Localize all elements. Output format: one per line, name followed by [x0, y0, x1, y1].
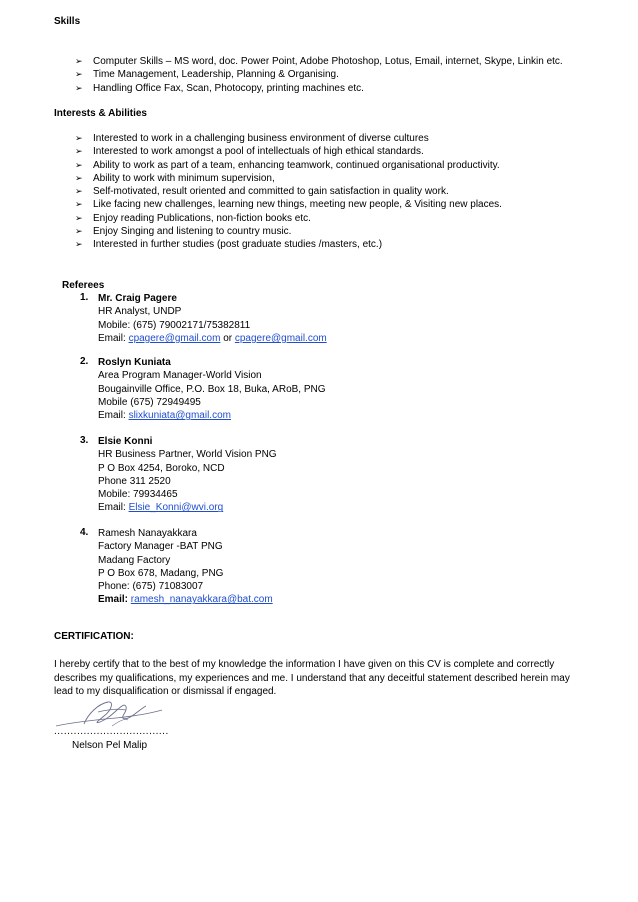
referee-phone: Phone: (675) 71083007 — [98, 581, 204, 593]
referee-number: 3. — [80, 435, 89, 446]
email-link[interactable]: slixkuniata@gmail.com — [128, 410, 231, 422]
referee-name: Ramesh Nanayakkara — [98, 528, 197, 539]
email-link[interactable]: ramesh_nanayakkara@bat.com — [130, 594, 273, 606]
referee-number: 2. — [80, 356, 89, 367]
arrow-bullet-icon: ➢ — [75, 212, 83, 223]
referee-title: Area Program Manager-World Vision — [98, 370, 262, 382]
list-item: ➢ Handling Office Fax, Scan, Photocopy, printing machines etc. — [75, 82, 364, 94]
arrow-bullet-icon: ➢ — [75, 226, 83, 237]
arrow-bullet-icon: ➢ — [75, 69, 83, 80]
referee-title: HR Business Partner, World Vision PNG — [98, 449, 277, 461]
certification-heading: CERTIFICATION: — [54, 631, 134, 642]
referee-address: P O Box 4254, Boroko, NCD — [98, 462, 225, 474]
referee-number: 1. — [80, 292, 89, 303]
arrow-bullet-icon: ➢ — [75, 133, 83, 143]
list-item: ➢ Enjoy reading Publications, non-fiction books etc. — [75, 212, 311, 224]
list-item: ➢ Self-motivated, result oriented and committed to gain satisfaction in quality work. — [75, 186, 449, 198]
referee-title: HR Analyst, UNDP — [98, 306, 182, 318]
list-item: ➢ Interested to work amongst a pool of intellectuals of high ethical standards. — [75, 146, 424, 158]
referee-address: P O Box 678, Madang, PNG — [98, 567, 224, 579]
signatory-name: Nelson Pel Malip — [72, 740, 148, 751]
referee-mobile: Mobile: (675) 79002171/75382811 — [98, 319, 251, 331]
interests-list — [75, 132, 502, 252]
referee-address: Bougainville Office, P.O. Box 18, Buka, ARoB, PNG — [98, 383, 326, 395]
referee-workplace: Madang Factory — [98, 554, 171, 566]
list-item: ➢ Interested in further studies (post graduate studies /masters, etc.) — [75, 239, 383, 251]
list-item: ➢ Interested to work in a challenging business environment of diverse cultures — [75, 133, 429, 144]
arrow-bullet-icon: ➢ — [75, 82, 83, 93]
arrow-bullet-icon: ➢ — [75, 159, 83, 170]
referee-name: Roslyn Kuniata — [98, 357, 171, 368]
list-item: ➢ Like facing new challenges, learning new things, meeting new people, & Visiting new places. — [75, 199, 502, 211]
list-item: ➢ Enjoy Singing and listening to country music. — [75, 226, 292, 238]
referee-name: Elsie Konni — [98, 436, 153, 447]
referee-mobile: Mobile: 79934465 — [98, 489, 178, 501]
arrow-bullet-icon: ➢ — [75, 146, 83, 157]
arrow-bullet-icon: ➢ — [75, 56, 83, 66]
referee-email-line: Email: ramesh_nanayakkara@bat.com — [98, 594, 273, 606]
list-item: ➢ Ability to work as part of a team, enhancing teamwork, continued organisational productivity. — [75, 159, 500, 171]
referee-name: Mr. Craig Pagere — [98, 293, 177, 304]
email-link[interactable]: cpagere@gmail.com — [234, 332, 327, 344]
interests-heading: Interests & Abilities — [54, 108, 147, 119]
referee-mobile: Mobile (675) 72949495 — [98, 396, 201, 408]
referee-title: Factory Manager -BAT PNG — [98, 541, 223, 553]
skills-list — [75, 55, 563, 95]
list-item: ➢ Computer Skills – MS word, doc. Power Point, Adobe Photoshop, Lotus, Email, internet, Skype, Linkin etc. — [75, 56, 563, 67]
email-link[interactable]: Elsie_Konni@wvi.org — [128, 502, 224, 514]
arrow-bullet-icon: ➢ — [75, 199, 83, 210]
email-link[interactable]: cpagere@gmail.com — [128, 332, 221, 344]
list-item: ➢ Ability to work with minimum supervision, — [75, 172, 275, 184]
referee-email-line: Email: cpagere@gmail.com or cpagere@gmail.com — [98, 332, 327, 344]
arrow-bullet-icon: ➢ — [75, 172, 83, 183]
referees-heading: Referees — [62, 280, 105, 291]
arrow-bullet-icon: ➢ — [75, 239, 83, 250]
referee-number: 4. — [80, 527, 89, 538]
list-item: ➢ Time Management, Leadership, Planning & Organising. — [75, 69, 339, 81]
referee-email-line: Email: Elsie_Konni@wvi.org — [98, 502, 224, 514]
certification-text: I hereby certify that to the best of my knowledge the information I have given on this CV is complete and correctly describes my qualifications, my experiences and me. I understand that any deceitful statement described herein may lead to my disqualification or dismissal if engaged. — [54, 659, 570, 697]
arrow-bullet-icon: ➢ — [75, 186, 83, 197]
referee-email-line: Email: slixkuniata@gmail.com — [98, 410, 231, 422]
signature-line: ................................... — [54, 726, 169, 737]
skills-heading: Skills — [54, 16, 81, 27]
referee-phone: Phone 311 2520 — [98, 475, 171, 487]
